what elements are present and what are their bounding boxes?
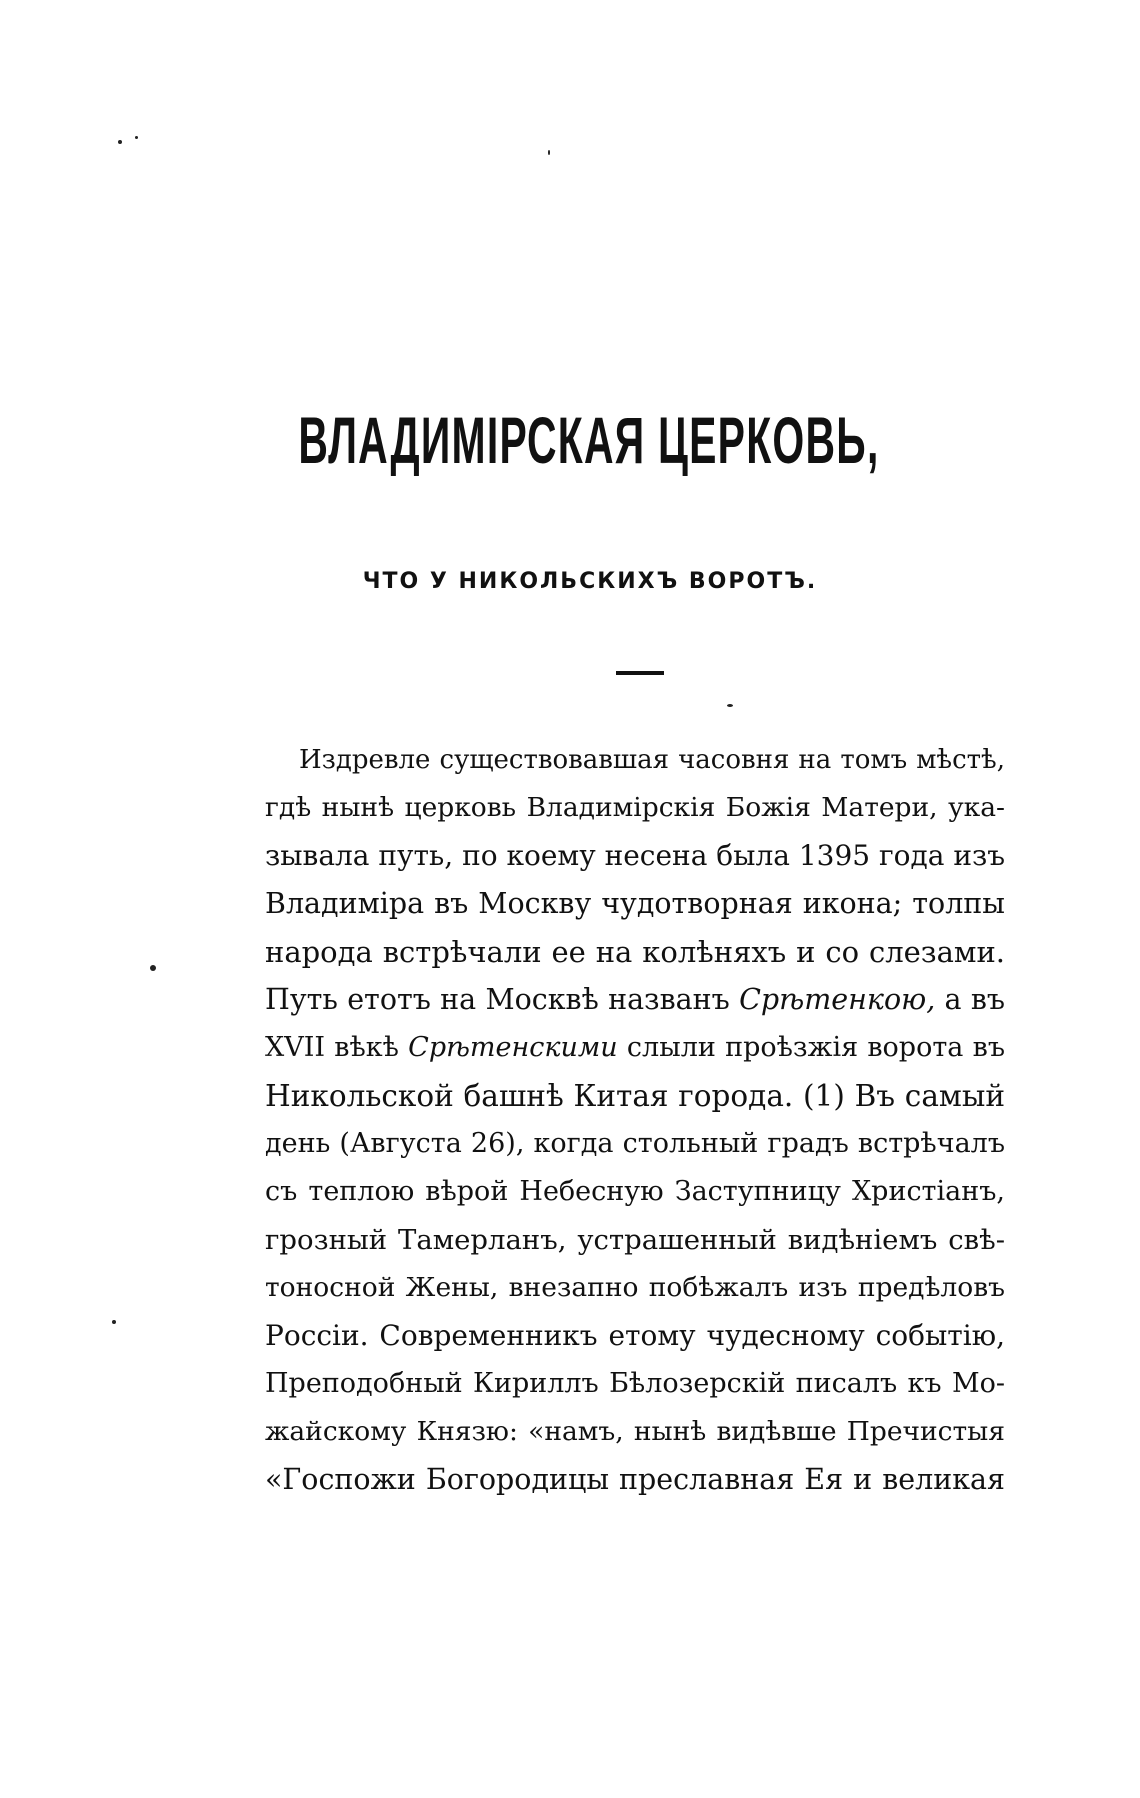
text-line: Путь етотъ на Москвѣ названъ Срѣтенкою, а въ <box>265 983 1006 1016</box>
text-line: XVII вѣкѣ Срѣтенскими слыли проѣзжія ворота въ <box>265 1032 1005 1063</box>
text-line: гдѣ нынѣ церковь Владимірскія Божія Матери, ука- <box>265 792 1005 823</box>
print-speck <box>112 1320 116 1324</box>
italic-term: Срѣтенкою, <box>739 983 936 1016</box>
text-line: тоносной Жены, внезапно побѣжалъ изъ предѣловъ <box>265 1272 1005 1303</box>
text-line: зывала путь, по коему несена была 1395 года изъ <box>265 839 1006 872</box>
page-subtitle: ЧТО У НИКОЛЬСКИХЪ ВОРОТЪ. <box>362 569 818 594</box>
page-title: ВЛАДИМІРСКАЯ ЦЕРКОВЬ, <box>298 403 880 477</box>
text-line: Никольской башнѣ Китая города. (1) Въ самый <box>265 1079 1005 1113</box>
text-line: Издревле существовавшая часовня на томъ мѣстѣ, <box>299 745 1005 775</box>
text-line: жайскому Князю: «намъ, нынѣ видѣвше Пречистыя <box>265 1416 1005 1447</box>
body-text <box>265 736 1005 1504</box>
text-line: день (Августа 26), когда стольный градъ встрѣчалъ <box>265 1128 1005 1159</box>
italic-term: Срѣтенскими <box>408 1032 618 1063</box>
print-speck <box>135 136 138 139</box>
text-line: грозный Тамерланъ, устрашенный видѣніемъ свѣ- <box>265 1224 1005 1256</box>
text-line: Преподобный Кириллъ Бѣлозерскій писалъ къ Мо- <box>265 1368 1005 1399</box>
print-speck <box>727 704 733 707</box>
section-divider <box>616 671 664 675</box>
text-line: Владиміра въ Москву чудотворная икона; толпы <box>265 887 1005 920</box>
print-speck <box>150 965 156 971</box>
text-line: съ теплою вѣрой Небесную Заступницу Христіанъ, <box>265 1176 1005 1207</box>
print-speck <box>548 150 550 155</box>
text-line: «Госпожи Богородицы преславная Ея и великая <box>265 1463 1005 1496</box>
text-line: народа встрѣчали ее на колѣняхъ и со слезами. <box>265 935 1005 969</box>
print-speck <box>118 140 122 144</box>
text-line: Россіи. Современникъ етому чудесному событію, <box>265 1319 1005 1352</box>
